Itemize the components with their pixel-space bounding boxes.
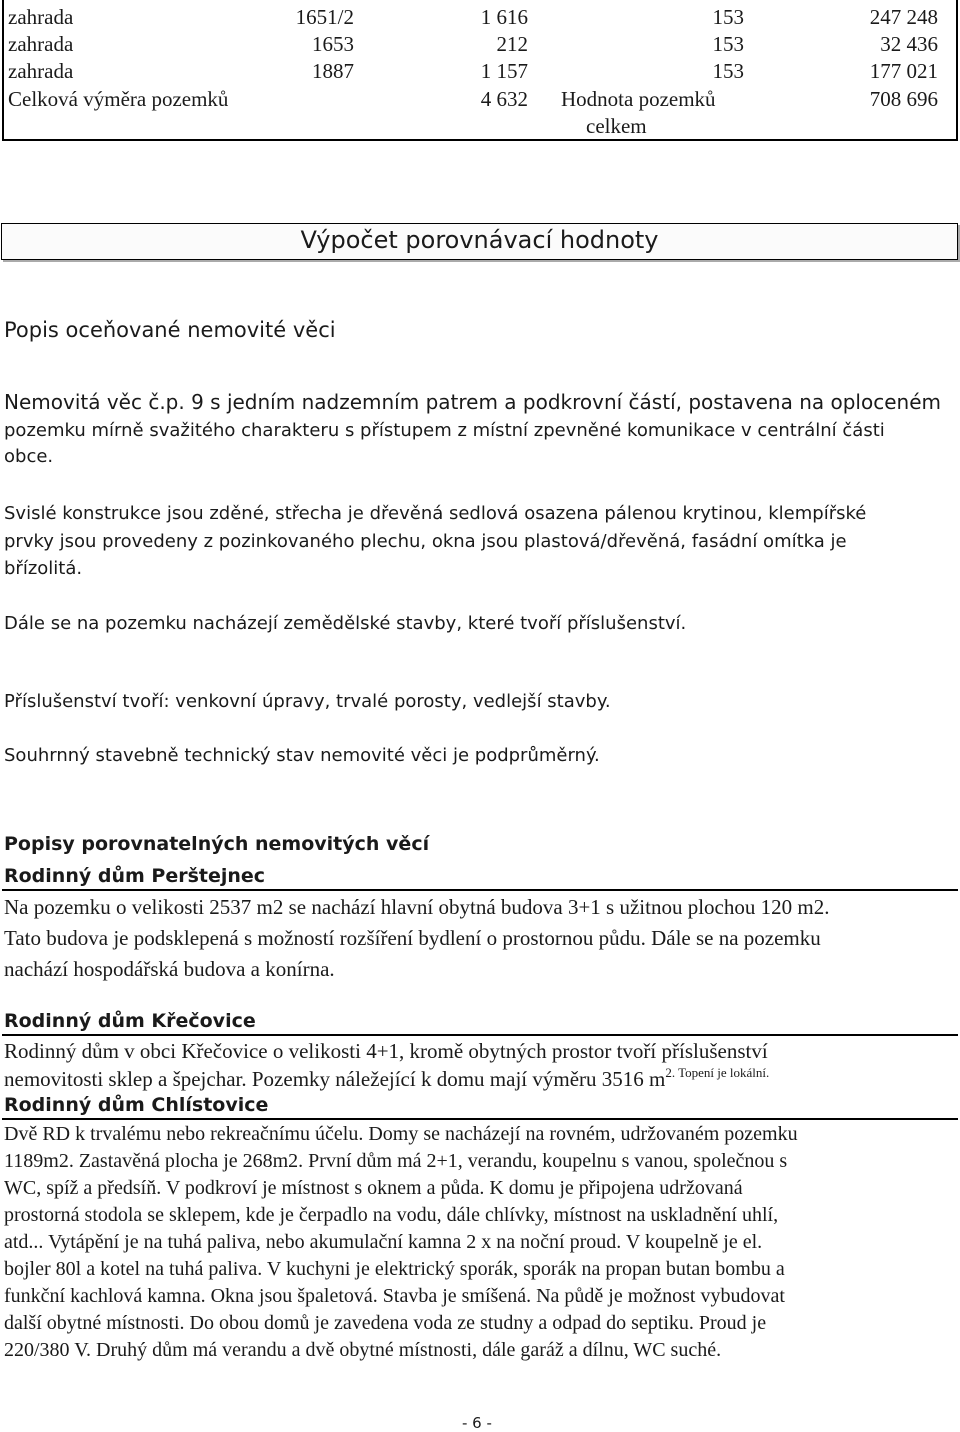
comparable-line: Rodinný dům v obci Křečovice o velikosti 4+1, kromě obytných prostor tvoří příslušenství (4, 1039, 768, 1063)
subject-condition: Souhrnný stavebně technický stav nemovité věci je podprůměrný. (4, 745, 600, 766)
table-row: zahrada 1653 212 153 32 436 (8, 32, 938, 56)
subject-intro-line: pozemku mírně svažitého charakteru s přístupem z místní zpevněné komunikace v centrální části (4, 420, 885, 441)
comparable-title-underline (2, 889, 958, 891)
comparable-superscript: 2. Topení je lokální. (665, 1065, 770, 1080)
comparable-line: 220/380 V. Druhý dům má verandu a dvě obytné místnosti, dále garáž a dílnu, WC suché. (4, 1339, 722, 1361)
subject-construction-line: prvky jsou provedeny z pozinkovaného plechu, okna jsou plastová/dřevěná, fasádní omítka je (4, 531, 847, 552)
subject-intro-line: Nemovitá věc č.p. 9 s jedním nadzemním patrem a podkrovní částí, postavena na oploceném (4, 390, 941, 414)
comparable-title: Rodinný dům Křečovice (4, 1010, 256, 1032)
comparable-line: bojler 80l a kotel na tuhá paliva. V kuchyni je elektrický sporák, sporák na propan butan bombu a (4, 1258, 785, 1280)
page-number: - 6 - (462, 1414, 492, 1432)
comparables-heading: Popisy porovnatelných nemovitých věcí (4, 833, 430, 855)
table-total-row (0, 86, 960, 113)
subject-accessories: Příslušenství tvoří: venkovní úpravy, trvalé porosty, vedlejší stavby. (4, 691, 611, 712)
total-underline (410, 139, 782, 141)
subject-construction-line: Svislé konstrukce jsou zděné, střecha je dřevěná sedlová osazena pálenou krytinou, klempířské (4, 503, 867, 524)
table-total-row-continued: celkem (586, 114, 647, 138)
total-area-value: 4 632 (480, 87, 528, 111)
section-heading-box (1, 223, 958, 260)
comparable-line: funkční kachlová kamna. Okna jsou špaletová. Stavba je smíšená. Na půdě je možnost vybudovat (4, 1285, 785, 1307)
subject-buildings: Dále se na pozemku nacházejí zemědělské stavby, které tvoří příslušenství. (4, 613, 687, 634)
comparable-line: WC, spíž a předsíň. V podkroví je místnost s oknem a půda. K domu je připojena udržovaná (4, 1177, 743, 1199)
total-value-label: Hodnota pozemků (561, 87, 716, 111)
comparable-line: Dvě RD k trvalému nebo rekreačnímu účelu. Domy se nacházejí na rovném, udržovaném pozemku (4, 1123, 798, 1145)
comparable-title-underline (2, 1034, 958, 1036)
total-value-value: 708 696 (869, 87, 938, 111)
comparable-line: prostorná stodola se sklepem, kde je čerpadlo na vodu, dále chlívky, místnost na uskladnění uhlí, (4, 1204, 779, 1226)
subject-intro-line: obce. (4, 446, 54, 467)
section-heading: Výpočet porovnávací hodnoty (300, 226, 659, 254)
comparable-line: 1189m2. Zastavěná plocha je 268m2. První dům má 2+1, verandu, koupelnu s vanou, společnou s (4, 1150, 788, 1172)
table-row: zahrada 1887 1 157 153 177 021 (8, 59, 938, 83)
comparable-title: Rodinný dům Perštejnec (4, 865, 266, 887)
comparable-line: Tato budova je podsklepená s možností rozšíření bydlení o prostornou půdu. Dále se na pozemku (4, 926, 821, 950)
comparable-line: další obytné místnosti. Do obou domů je zavedena voda ze studny a odpad do septiku. Proud je (4, 1312, 767, 1334)
comparable-title: Rodinný dům Chlístovice (4, 1094, 269, 1116)
comparable-title-underline (2, 1118, 958, 1120)
table-row: zahrada 1651/2 1 616 153 247 248 (8, 5, 938, 29)
total-area-label: Celková výměra pozemků (8, 87, 229, 111)
comparable-line: nemovitosti sklep a špejchar. Pozemky náležející k domu mají výměru 3516 m (4, 1067, 666, 1091)
comparable-line: Na pozemku o velikosti 2537 m2 se nachází hlavní obytná budova 3+1 s užitnou plochou 120 m2. (4, 895, 830, 919)
subject-construction-line: břízolitá. (4, 558, 83, 579)
subject-heading: Popis oceňované nemovité věci (4, 318, 336, 342)
comparable-line: atd... Vytápění je na tuhá paliva, nebo akumulační kamna 2 x na noční proud. V koupelně je el. (4, 1231, 763, 1253)
comparable-line: nachází hospodářská budova a konírna. (4, 957, 335, 981)
